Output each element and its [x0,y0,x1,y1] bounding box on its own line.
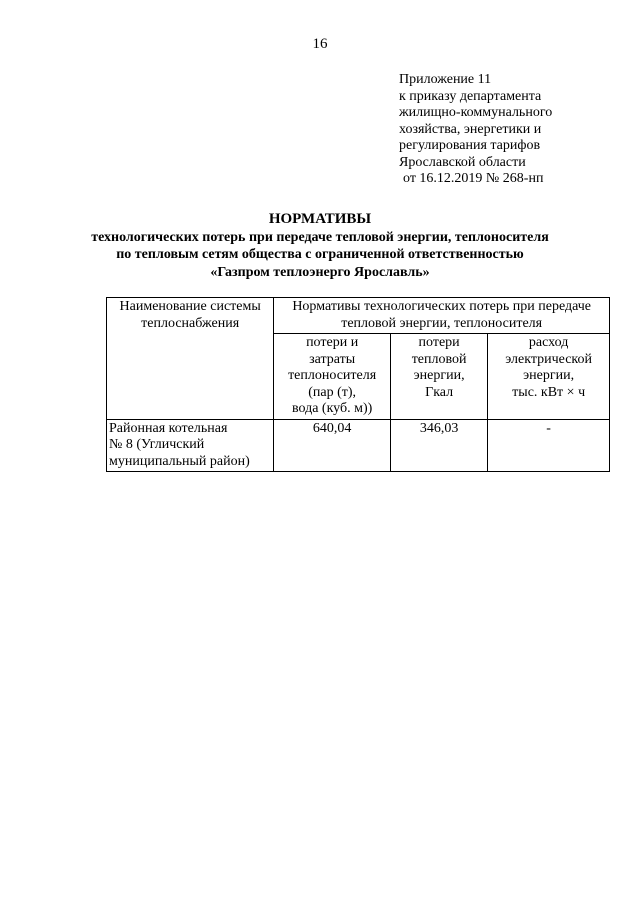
appendix-line: жилищно-коммунального [399,105,553,120]
coolant-value-cell: 640,04 [274,419,391,472]
system-name-line: № 8 (Угличский [109,437,205,452]
title-main: НОРМАТИВЫ [268,211,372,227]
appendix-line: Ярославской области [399,154,526,170]
subheader-line: расход [528,335,569,350]
norms-table [106,297,610,472]
header-norms-line: тепловой энергии, теплоносителя [341,315,543,331]
subheader-line: энергии, [413,368,465,383]
subheader-coolant-cell [274,334,391,420]
appendix-line: Приложение 11 [399,72,492,87]
electricity-value-cell: - [488,419,610,472]
title-line: технологических потерь при передаче тепловой энергии, теплоносителя [91,229,549,245]
subheader-line: тепловой [411,351,467,367]
appendix-line: регулирования тарифов [399,138,541,153]
subheader-heat-cell [390,334,487,420]
system-name-line: муниципальный район) [109,453,250,469]
header-system-line: Наименование системы [119,299,261,314]
table-header-row [107,298,610,334]
subheader-line: энергии, [523,368,575,383]
subheader-electricity-cell [488,334,610,420]
header-system-line: теплоснабжения [141,315,240,331]
appendix-block [399,72,552,188]
title-line: «Газпром теплоэнерго Ярославль» [210,264,430,280]
subheader-line: тыс. кВт × ч [512,384,586,400]
subheader-line: (пар (т), [308,384,357,400]
header-system-cell [107,298,274,420]
title-line: по тепловым сетям общества с ограниченной ответственностью [116,247,524,262]
system-name-line: Районная котельная [109,420,228,436]
subheader-line: потери и [306,335,359,350]
header-norms-cell [274,298,610,334]
subheader-line: вода (куб. м)) [291,401,373,416]
appendix-line: к приказу департамента [399,88,542,104]
page-number: 16 [312,36,328,52]
subheader-line: теплоносителя [288,368,377,383]
document-title [0,211,640,281]
header-norms-line: Нормативы технологических потерь при передаче [292,299,592,314]
table-row [107,419,610,472]
appendix-line: хозяйства, энергетики и [399,121,542,137]
subheader-line: Гкал [425,384,454,400]
subheader-line: потери [418,335,460,350]
heat-value-cell: 346,03 [390,419,487,472]
subheader-line: затраты [309,351,356,367]
system-name-cell [107,419,274,472]
appendix-order-date: от 16.12.2019 № 268-нп [403,171,544,186]
subheader-line: электрической [505,351,593,367]
